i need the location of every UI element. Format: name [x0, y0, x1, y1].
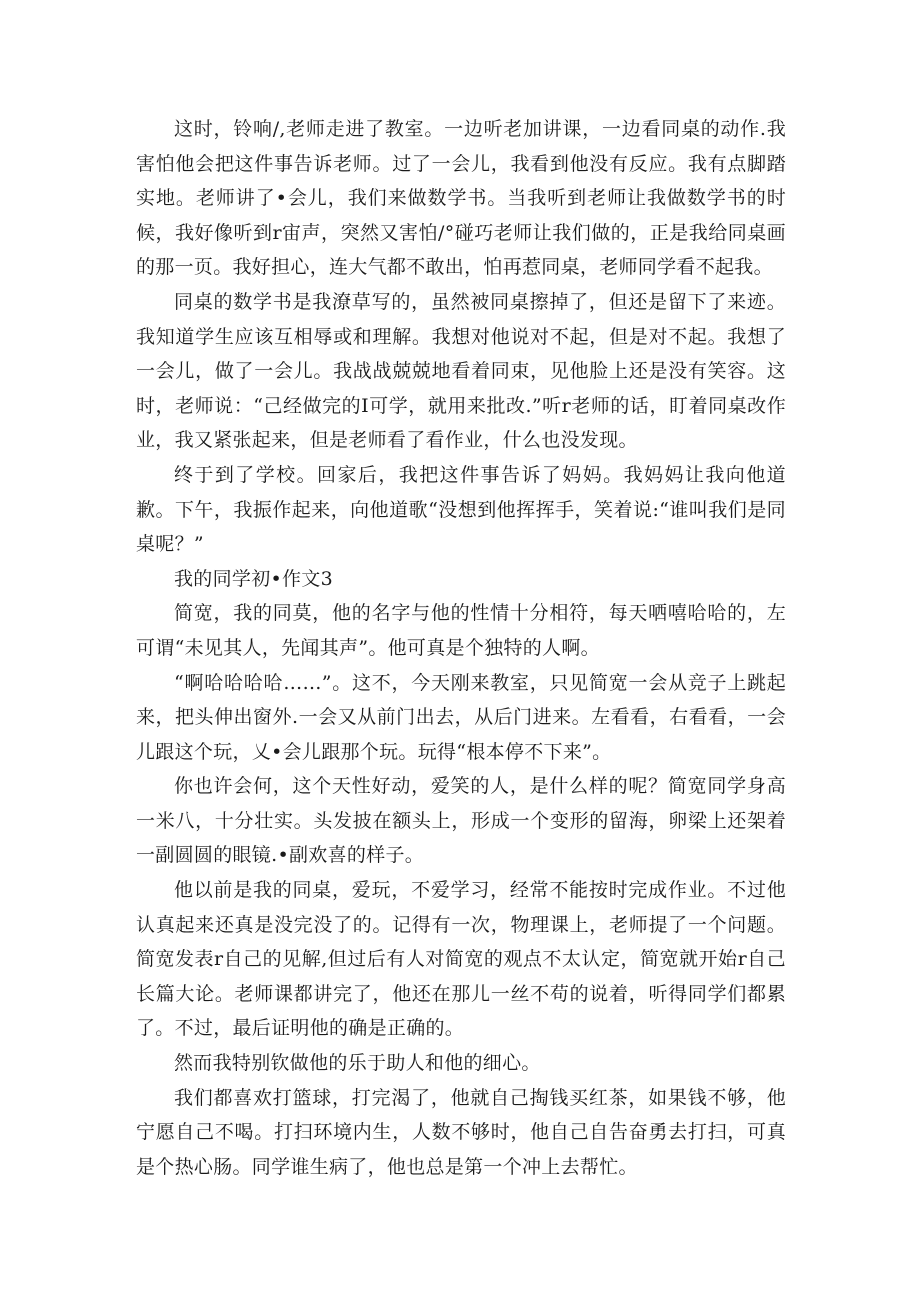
paragraph-5: “啊哈哈哈哈……”。这不，今天刚来教室，只见简宽一会从竞子上跳起来，把头伸出窗外.一会又从前门出去，从后门进来。左看看，右看看，一会儿跟这个玩，乂•会儿跟那个玩。玩得“根本停不下来”。 — [136, 671, 786, 763]
document-page — [136, 112, 786, 1184]
paragraph-8: 然而我特别钦做他的乐于助人和他的细心。 — [174, 1052, 541, 1075]
paragraph-9: 我们都喜欢打篮球，打完渴了，他就自己掏钱买红茶，如果钱不够，他宁愿自己不喝。打扫环境内生，人数不够时，他自己自告奋勇去打扫，可真是个热心肠。同学谁生病了，他也总是第一个冲上去帮忙。 — [136, 1086, 786, 1178]
paragraph-1: 这时，铃响/,老师走进了教室。一边听老加讲课，一边看同桌的动作.我害怕他会把这件事告诉老师。过了一会儿，我看到他没有反应。我有点脚踏实地。老师讲了•会儿，我们来做数学书。当我听到老师让我做数学书的时候，我好像听到r宙声，突然又害怕/°碰巧老师让我们做的，正是我给同桌画的那一页。我好担心，连大气都不敢出，怕再惹同桌，老师同学看不起我。 — [136, 118, 786, 279]
paragraph-7: 他以前是我的同桌，爱玩，不爱学习，经常不能按时完成作业。不过他认真起来还真是没完没了的。记得有一次，物理课上，老师提了一个问题。简宽发表r自己的见解,但过后有人对简宽的观点不太认定，简宽就开始r自己长篇大论。老师课都讲完了，他还在那儿一丝不苟的说着，听得同学们都累了。不过，最后证明他的确是正确的。 — [136, 879, 786, 1040]
paragraph-3: 终于到了学校。回家后，我把这件事告诉了妈妈。我妈妈让我向他道歉。下午，我振作起来，向他道歌“没想到他挥挥手，笑着说:“谁叫我们是同桌呢？” — [136, 463, 786, 556]
paragraph-6: 你也许会何，这个天性好动，爱笑的人，是什么样的呢？简宽同学身高一米八，十分壮实。头发披在额头上，形成一个变形的留海，卵梁上还架着一副圆圆的眼镜.•副欢喜的样子。 — [136, 775, 786, 867]
section-heading: 我的同学初•作文3 — [174, 567, 333, 590]
paragraph-4: 简宽，我的同莫，他的名字与他的性情十分相符，每天哂嘻哈哈的，左可谓“未见其人，先闻其声”。他可真是个独特的人啊。 — [136, 602, 786, 659]
paragraph-2: 同桌的数学书是我潦草写的，虽然被同桌擦掉了，但还是留下了来迹。我知道学生应该互相辱或和理解。我想对他说对不起，但是对不起。我想了一会儿，做了一会儿。我战战兢兢地看着同束，见他脸上还是没有笑容。这时，老师说：“己经做完的I可学，就用来批改.”听r老师的话，盯着同桌改作业，我又紧张起来，但是老师看了看作业，什么也没发现。 — [136, 290, 786, 452]
